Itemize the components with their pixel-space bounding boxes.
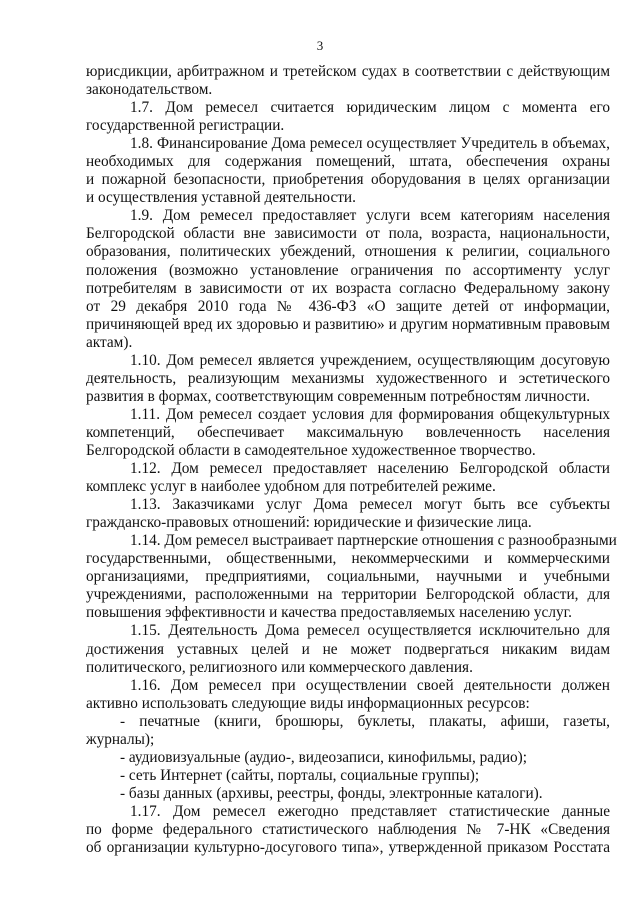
text-line: 1.14. Дом ремесел выстраивает партнерские отношения с разнообразными [130,532,617,550]
text-line: положения (возможно установление ограничения по ассортименту услуг [86,261,610,279]
text-line: деятельность, реализующим механизмы художественного и эстетического [86,369,610,387]
text-line: об организации культурно-досугового типа», утвержденной приказом Росстата [86,839,610,857]
text-line: гражданско-правовых отношений: юридические и физические лица. [86,514,532,532]
text-line: 1.13. Заказчиками услуг Дома ремесел могут быть все субъекты [130,496,610,514]
text-line: актам). [86,333,133,351]
text-line: по форме федерального статистического наблюдения № 7-НК «Сведения [86,820,610,838]
text-line: 1.16. Дом ремесел при осуществлении своей деятельности должен [130,676,610,694]
text-line: повышения эффективности и качества предоставляемых населению услуг. [86,604,572,622]
text-line: Белгородской области в самодеятельное художественное творчество. [86,441,536,459]
text-line: 1.8. Финансирование Дома ремесел осуществляет Учредитель в объемах, [130,135,610,153]
page-number: 3 [316,38,324,53]
text-line: потребителям в зависимости от их возраста согласно Федеральному закону [86,279,610,297]
text-line: учреждениями, расположенными на территории Белгородской области, для [86,586,610,604]
text-line: развития в формах, соответствующим современным потребностям личности. [86,387,591,405]
text-line: от 29 декабря 2010 года № 436-ФЗ «О защите детей от информации, [86,297,610,315]
text-line: 1.15. Деятельность Дома ремесел осуществляется исключительно для [130,622,610,640]
text-line: политического, религиозного или коммерческого давления. [86,658,473,676]
text-line: и пожарной безопасности, приобретения оборудования в целях организации [86,171,610,189]
text-line: причиняющей вред их здоровью и развитию» и другим нормативным правовым [86,315,610,333]
text-line: 1.17. Дом ремесел ежегодно представляет статистические данные [130,802,610,820]
text-line: и осуществления уставной деятельности. [86,189,356,207]
text-line: государственными, общественными, некоммерческими и коммерческими [86,550,610,568]
text-line: образования, политических убеждений, отношения к религии, социального [86,243,610,261]
text-line: 1.11. Дом ремесел создает условия для формирования общекультурных [130,405,610,423]
text-line: активно использовать следующие виды информационных ресурсов: [86,694,530,712]
text-line: - печатные (книги, брошюры, буклеты, плакаты, афиши, газеты, [120,712,610,730]
text-line: 1.12. Дом ремесел предоставляет населению Белгородской области [130,460,610,478]
text-line: достижения уставных целей и не может подвергаться никаким видам [86,640,610,658]
text-line: необходимых для содержания помещений, штата, обеспечения охраны [86,153,610,171]
document-body [86,63,617,857]
text-line: - сеть Интернет (сайты, порталы, социальные группы); [120,766,480,784]
text-line: 1.9. Дом ремесел предоставляет услуги всем категориям населения [130,207,610,225]
text-line: журналы); [86,730,155,748]
text-line: 1.10. Дом ремесел является учреждением, осуществляющим досуговую [130,351,610,369]
text-line: Белгородской области вне зависимости от пола, возраста, национальности, [86,225,610,243]
text-line: компетенций, обеспечивает максимальную вовлеченность населения [86,423,610,441]
text-line: организациями, предприятиями, социальными, научными и учебными [86,568,610,586]
text-line: 1.7. Дом ремесел считается юридическим лицом с момента его [130,99,610,117]
text-line: юрисдикции, арбитражном и третейском судах в соответствии с действующим [86,63,610,80]
text-line: законодательством. [86,81,213,99]
text-line: - базы данных (архивы, реестры, фонды, электронные каталоги). [120,784,543,802]
text-line: государственной регистрации. [86,117,285,135]
text-line: - аудиовизуальные (аудио-, видеозаписи, кинофильмы, радио); [120,748,527,766]
text-line: комплекс услуг в наиболее удобном для потребителей режиме. [86,478,496,496]
